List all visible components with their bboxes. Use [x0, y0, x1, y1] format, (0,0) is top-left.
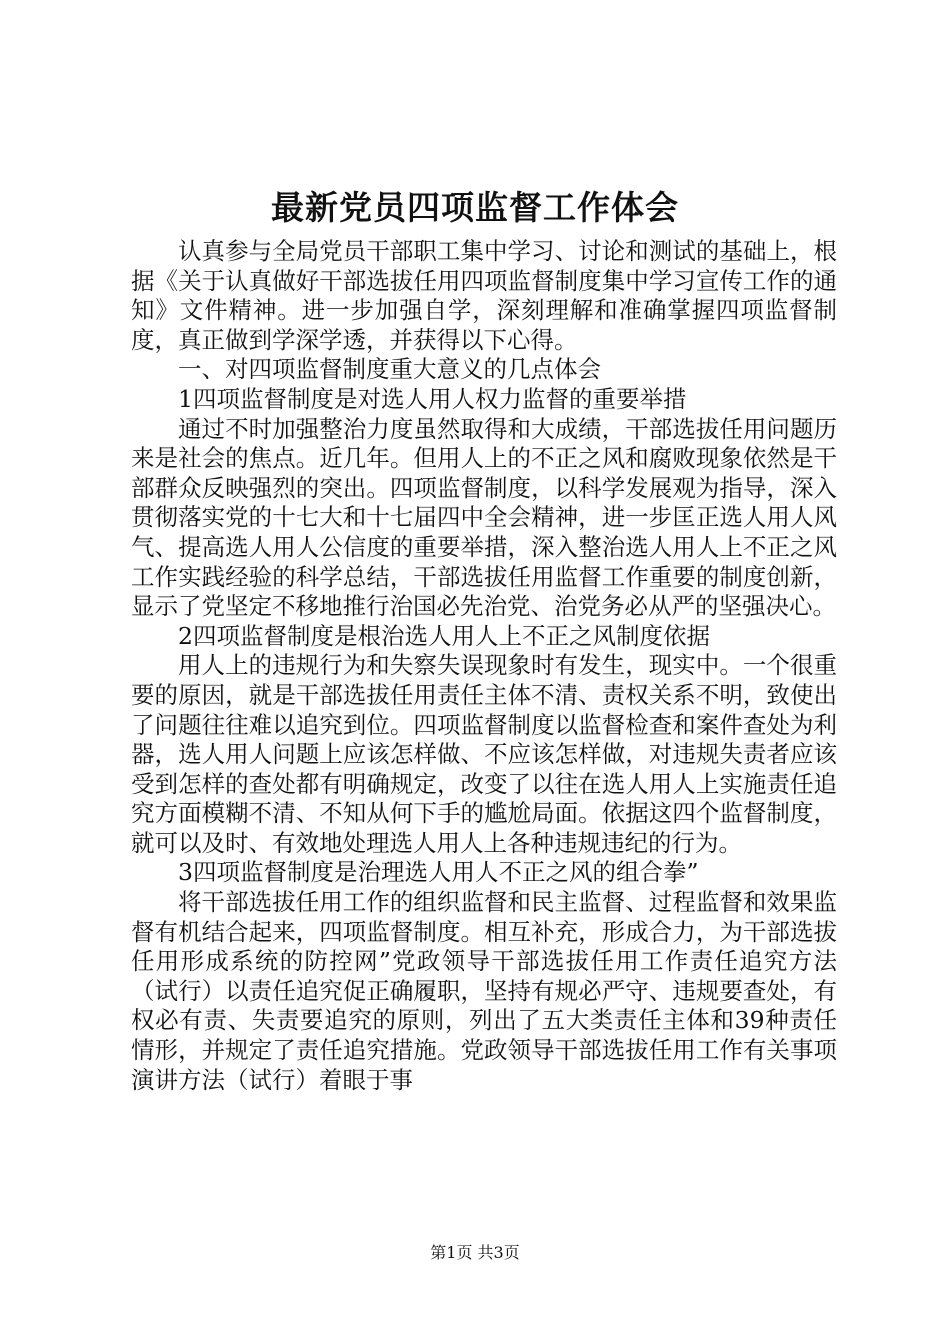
page-footer: 第1页 共3页	[430, 1243, 520, 1262]
paragraph-1: 通过不时加强整治力度虽然取得和大成绩，干部选拔任用问题历来是社会的焦点。近几年。但用人上的不正之风和腐败现象依然是干部群众反映强烈的突出。四项监督制度，以科学发展观为指导，深入贯彻落实党的十七大和十七届四中全会精神，进一步匡正选人用人风气、提高选人用人公信度的重要举措，深入整治选人用人上不正之风工作实践经验的科学总结，干部选拔任用监督工作重要的制度创新，显示了党坚定不移地推行治国必先治党、治党务必从严的坚强决心。	[131, 414, 837, 621]
subheading-2: 2四项监督制度是根治选人用人上不正之风制度依据	[178, 621, 710, 650]
document-body	[131, 237, 837, 1095]
paragraph-2: 用人上的违规行为和失察失误现象时有发生，现实中。一个很重要的原因，就是干部选拔任用责任主体不清、责权关系不明，致使出了问题往往难以追究到位。四项监督制度以监督检查和案件查处为利器，选人用人问题上应该怎样做、不应该怎样做，对违规失责者应该受到怎样的查处都有明确规定，改变了以往在选人用人上实施责任追究方面模糊不清、不知从何下手的尴尬局面。依据这四个监督制度，就可以及时、有效地处理选人用人上各种违规违纪的行为。	[131, 651, 837, 857]
paragraph-intro: 认真参与全局党员干部职工集中学习、讨论和测试的基础上，根据《关于认真做好干部选拔任用四项监督制度集中学习宣传工作的通知》文件精神。进一步加强自学，深刻理解和准确掌握四项监督制度，真正做到学深学透，并获得以下心得。	[131, 237, 837, 354]
subheading-1: 1四项监督制度是对选人用人权力监督的重要举措	[178, 384, 687, 413]
document-title: 最新党员四项监督工作体会	[271, 188, 679, 227]
subheading-3: 3四项监督制度是治理选人用人不正之风的组合拳”	[178, 858, 699, 887]
section-heading-1: 一、对四项监督制度重大意义的几点体会	[178, 355, 601, 384]
paragraph-3: 将干部选拔任用工作的组织监督和民主监督、过程监督和效果监督有机结合起来，四项监督制度。相互补充，形成合力，为干部选拔任用形成系统的防控网”党政领导干部选拔任用工作责任追究方法（试行）以责任追究促正确履职，坚持有规必严守、违规要查处，有权必有责、失责要追究的原则，列出了五大类责任主体和39种责任情形，并规定了责任追究措施。党政领导干部选拔任用工作有关事项演讲方法（试行）着眼于事	[131, 888, 837, 1094]
